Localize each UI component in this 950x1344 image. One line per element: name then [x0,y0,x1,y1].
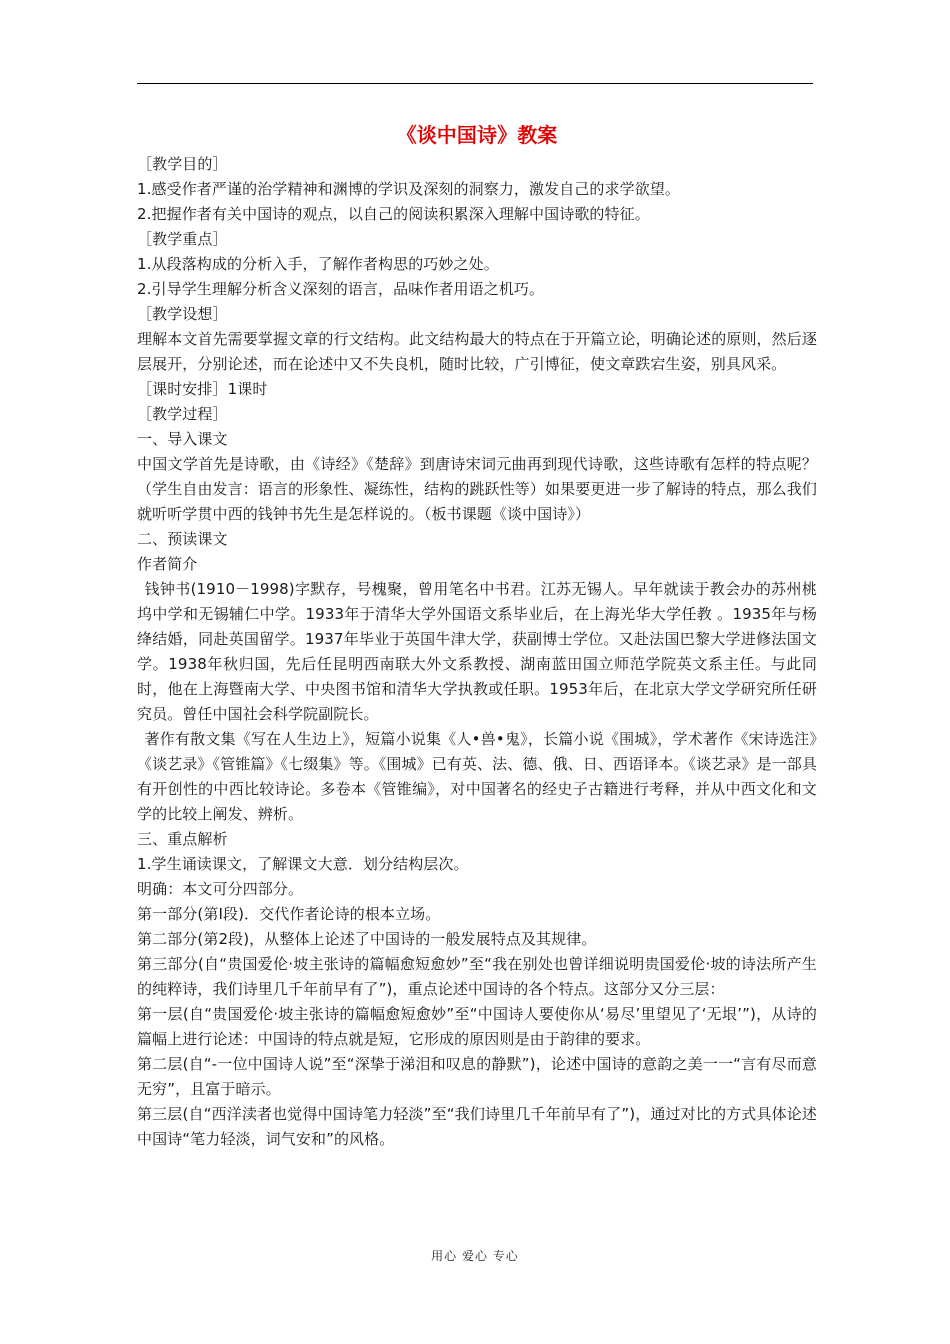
paragraph: 理解本文首先需要掌握文章的行文结构。此文结构最大的特点在于开篇立论，明确论述的原则，然后逐层展开，分别论述，而在论述中又不失良机，随时比较，广引博征，使文章跌宕生姿，别具风采。 [137,330,817,373]
paragraph: 第二部分(第2段)，从整体上论述了中国诗的一般发展特点及其规律。 [137,930,597,948]
section-heading: ［教学设想］ [137,305,228,323]
header-rule [137,83,813,84]
paragraph: 第二层(自“-一位中国诗人说”至“深挚于涕泪和叹息的静默”)，论述中国诗的意韵之美一一“言有尽而意无穷”，且富于暗示。 [137,1055,817,1098]
paragraph: 钱钟书(1910－1998)字默存，号槐聚，曾用笔名中书君。江苏无锡人。早年就读于教会办的苏州桃坞中学和无锡辅仁中学。1933年于清华大学外国语文系毕业后，在上海光华大学任教 。1935年与杨绛结婚，同赴英国留学。1937年毕业于英国牛津大学，获副博士学位。又赴法国巴黎大学进修法国文学。1938年秋归国，先后任昆明西南联大外文系教授、湖南蓝田国立师范学院英文系主任。与此同时，他在上海暨南大学、中央图书馆和清华大学执教或任职。1953年后，在北京大学文学研究所任研究员。曾任中国社会科学院副院长。 [137,580,817,723]
page-footer: 用心 爱心 专心 [431,1249,519,1263]
paragraph: 1.从段落构成的分析入手，了解作者构思的巧妙之处。 [137,255,499,273]
section-heading: ［课时安排］1课时 [137,380,268,398]
paragraph: 明确：本文可分四部分。 [137,880,304,898]
section-heading: ［教学目的］ [137,155,228,173]
paragraph: 2.引导学生理解分析含义深刻的语言，品味作者用语之机巧。 [137,280,545,298]
section-heading: ［教学重点］ [137,230,228,248]
section-heading: 二、预读课文 [137,530,228,548]
section-heading: 作者简介 [137,555,198,573]
paragraph: 1.感受作者严谨的治学精神和渊博的学识及深刻的洞察力，激发自己的求学欲望。 [137,180,681,198]
paragraph: 中国文学首先是诗歌，由《诗经》《楚辞》到唐诗宋词元曲再到现代诗歌，这些诗歌有怎样的特点呢？（学生自由发言：语言的形象性、凝练性，结构的跳跃性等）如果要更进一步了解诗的特点，那么我们就听听学贯中西的钱钟书先生是怎样说的。（板书课题《谈中国诗》） [137,455,817,523]
paragraph: 1.学生诵读课文，了解课文大意．划分结构层次。 [137,855,469,873]
paragraph: 第三部分(自“贵国爱伦·坡主张诗的篇幅愈短愈妙”至“我在别处也曾详细说明贵国爱伦·坡的诗法所产生的纯粹诗，我们诗里几千年前早有了”)，重点论述中国诗的各个特点。这部分又分三层： [137,955,817,998]
document-title: 《谈中国诗》教案 [396,123,558,147]
paragraph: 第三层(自“西洋渎者也觉得中国诗笔力轻淡”至“我们诗里几千年前早有了”)，通过对比的方式具体论述中国诗“笔力轻淡，词气安和”的风格。 [137,1105,817,1148]
section-heading: ［教学过程］ [137,405,228,423]
section-heading: 一、导入课文 [137,430,228,448]
paragraph: 2.把握作者有关中国诗的观点，以自己的阅读积累深入理解中国诗歌的特征。 [137,205,650,223]
section-heading: 三、重点解析 [137,830,228,848]
paragraph: 第一层(自“贵国爱伦·坡主张诗的篇幅愈短愈妙”至“中国诗人要使你从‘易尽’里望见了‘无垠’”)，从诗的篇幅上进行论述：中国诗的特点就是短，它形成的原因则是由于韵律的要求。 [137,1005,817,1048]
document-body [137,118,817,1152]
paragraph: 著作有散文集《写在人生边上》，短篇小说集《人•兽•鬼》，长篇小说《围城》，学术著作《宋诗选注》《谈艺录》《管锥篇》《七缀集》等。《围城》已有英、法、德、俄、日、西语译本。《谈艺录》是一部具有开创性的中西比较诗论。多卷本《管锥编》，对中国著名的经史子古籍进行考释，并从中西文化和文学的比较上阐发、辨析。 [137,730,817,823]
paragraph: 第一部分(第Ⅰ段)．交代作者论诗的根本立场。 [137,905,441,923]
